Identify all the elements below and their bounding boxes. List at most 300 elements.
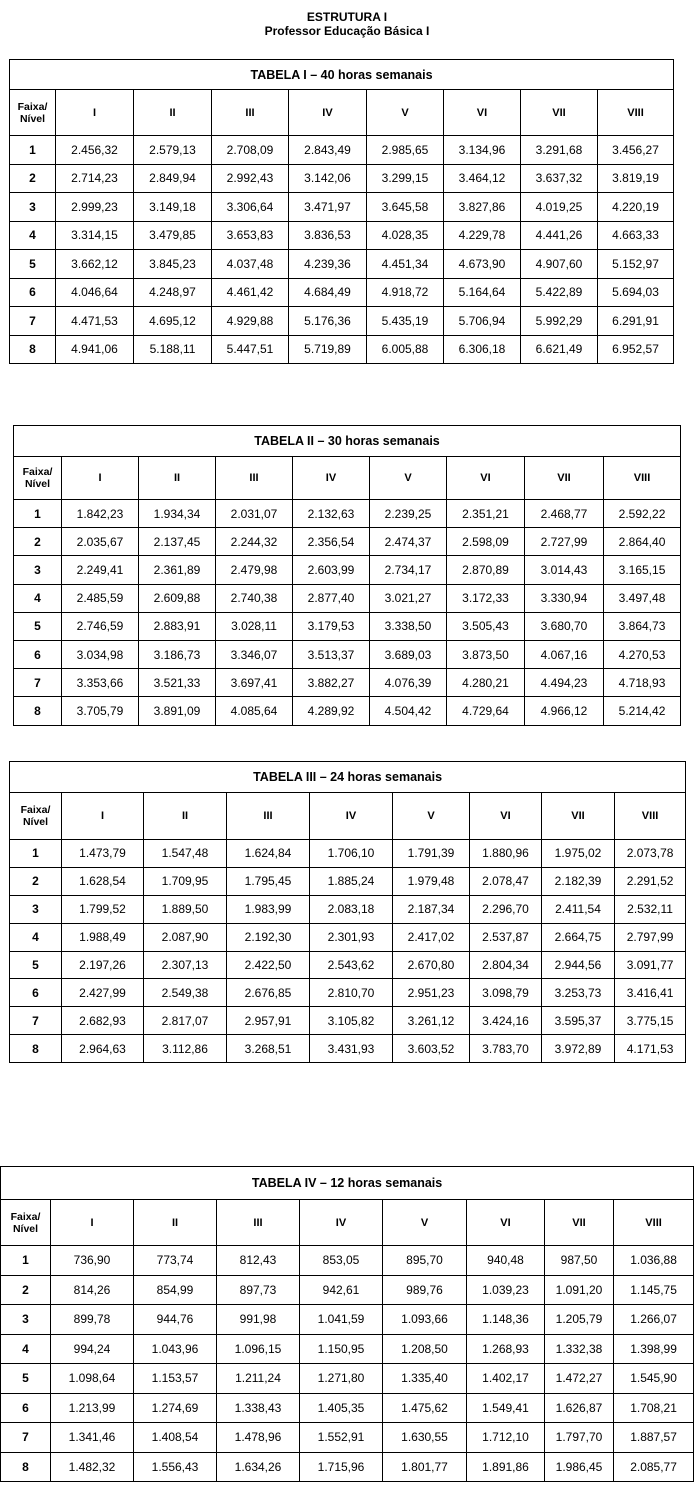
table-cell: 3.845,23 bbox=[134, 250, 212, 279]
table-cell: 3.034,98 bbox=[62, 640, 139, 668]
table-cell: 3.172,33 bbox=[447, 584, 525, 612]
table-cell: 1.715,96 bbox=[300, 1452, 383, 1482]
column-header: III bbox=[217, 1200, 300, 1246]
table-cell: 899,78 bbox=[51, 1305, 134, 1335]
column-header: VII bbox=[525, 457, 604, 500]
table-cell: 1.556,43 bbox=[134, 1452, 217, 1482]
column-header: II bbox=[134, 90, 212, 136]
structure-subtitle: Professor Educação Básica I bbox=[264, 24, 430, 38]
table-cell: 5.706,94 bbox=[444, 307, 521, 336]
table-cell: 2.087,90 bbox=[144, 923, 227, 951]
table-cell: 853,05 bbox=[300, 1246, 383, 1276]
table-cell: 1.478,96 bbox=[217, 1423, 300, 1453]
table-cell: 1.799,52 bbox=[62, 895, 144, 923]
table-cell: 3.783,70 bbox=[470, 1035, 542, 1063]
table-cell: 4.076,39 bbox=[370, 669, 447, 697]
row-level: 2 bbox=[10, 867, 62, 895]
table-cell: 6.952,57 bbox=[598, 335, 674, 364]
table-cell: 1.098,64 bbox=[51, 1364, 134, 1394]
table-cell: 2.944,56 bbox=[542, 951, 615, 979]
table-cell: 3.149,18 bbox=[134, 193, 212, 222]
table-cell: 3.662,12 bbox=[56, 250, 134, 279]
table-cell: 2.549,38 bbox=[144, 979, 227, 1007]
table-cell: 1.041,59 bbox=[300, 1305, 383, 1335]
table-row bbox=[10, 979, 686, 1007]
table-cell: 3.416,41 bbox=[615, 979, 686, 1007]
row-level: 1 bbox=[14, 500, 62, 528]
row-level: 4 bbox=[14, 584, 62, 612]
table-cell: 895,70 bbox=[383, 1246, 467, 1276]
column-header: VIII bbox=[615, 793, 686, 840]
column-header: II bbox=[144, 793, 227, 840]
table-cell: 2.877,40 bbox=[293, 584, 370, 612]
column-header: VII bbox=[545, 1200, 614, 1246]
table-cell: 4.239,36 bbox=[289, 250, 367, 279]
table-cell: 5.214,42 bbox=[604, 697, 681, 725]
table-cell: 854,99 bbox=[134, 1275, 217, 1305]
column-header: VI bbox=[467, 1200, 545, 1246]
table-cell: 814,26 bbox=[51, 1275, 134, 1305]
table-cell: 1.274,69 bbox=[134, 1393, 217, 1423]
table-cell: 1.934,34 bbox=[139, 500, 216, 528]
table-cell: 3.464,12 bbox=[444, 164, 521, 193]
table-cell: 3.091,77 bbox=[615, 951, 686, 979]
column-header: VII bbox=[521, 90, 598, 136]
table-cell: 2.187,34 bbox=[393, 895, 470, 923]
table-cell: 3.836,53 bbox=[289, 221, 367, 250]
table-cell: 2.532,11 bbox=[615, 895, 686, 923]
table-cell: 2.356,54 bbox=[293, 528, 370, 556]
row-level: 7 bbox=[10, 1007, 62, 1035]
table-cell: 1.791,39 bbox=[393, 840, 470, 868]
table-cell: 1.096,15 bbox=[217, 1334, 300, 1364]
salary-table-3 bbox=[9, 761, 686, 1063]
table-cell: 5.719,89 bbox=[289, 335, 367, 364]
row-level: 4 bbox=[1, 1334, 51, 1364]
table-cell: 3.497,48 bbox=[604, 584, 681, 612]
table-cell: 1.335,40 bbox=[383, 1364, 467, 1394]
table-cell: 3.471,97 bbox=[289, 193, 367, 222]
table-cell: 3.645,58 bbox=[367, 193, 444, 222]
table-cell: 1.338,43 bbox=[217, 1393, 300, 1423]
table-row bbox=[1, 1275, 694, 1305]
table-cell: 2.182,39 bbox=[542, 867, 615, 895]
row-level: 8 bbox=[10, 1035, 62, 1063]
table-cell: 5.694,03 bbox=[598, 278, 674, 307]
column-header: VII bbox=[542, 793, 615, 840]
table-cell: 2.192,30 bbox=[227, 923, 310, 951]
table-cell: 3.098,79 bbox=[470, 979, 542, 1007]
column-header: III bbox=[212, 90, 289, 136]
table-cell: 3.431,93 bbox=[310, 1035, 393, 1063]
table-cell: 4.028,35 bbox=[367, 221, 444, 250]
table-cell: 3.479,85 bbox=[134, 221, 212, 250]
table-cell: 3.775,15 bbox=[615, 1007, 686, 1035]
table-cell: 4.494,23 bbox=[525, 669, 604, 697]
table-cell: 1.983,99 bbox=[227, 895, 310, 923]
table-cell: 736,90 bbox=[51, 1246, 134, 1276]
table-cell: 1.341,46 bbox=[51, 1423, 134, 1453]
table-cell: 3.603,52 bbox=[393, 1035, 470, 1063]
table-cell: 3.882,27 bbox=[293, 669, 370, 697]
table-cell: 1.398,99 bbox=[614, 1334, 694, 1364]
table-cell: 4.019,25 bbox=[521, 193, 598, 222]
table-cell: 1.271,80 bbox=[300, 1364, 383, 1394]
table-cell: 3.314,15 bbox=[56, 221, 134, 250]
table-row bbox=[1, 1305, 694, 1335]
row-level: 3 bbox=[14, 556, 62, 584]
table-cell: 2.609,88 bbox=[139, 584, 216, 612]
row-level: 2 bbox=[10, 164, 56, 193]
table-cell: 2.137,45 bbox=[139, 528, 216, 556]
table-row bbox=[1, 1246, 694, 1276]
corner-header: Faixa/ Nível bbox=[1, 1200, 51, 1246]
table-cell: 4.171,53 bbox=[615, 1035, 686, 1063]
table-cell: 3.165,15 bbox=[604, 556, 681, 584]
table-cell: 942,61 bbox=[300, 1275, 383, 1305]
row-level: 5 bbox=[10, 250, 56, 279]
table-cell: 2.985,65 bbox=[367, 136, 444, 165]
row-level: 4 bbox=[10, 221, 56, 250]
table-cell: 2.301,93 bbox=[310, 923, 393, 951]
table-cell: 1.889,50 bbox=[144, 895, 227, 923]
table-cell: 2.427,99 bbox=[62, 979, 144, 1007]
table-cell: 1.891,86 bbox=[467, 1452, 545, 1482]
table-cell: 6.621,49 bbox=[521, 335, 598, 364]
table-cell: 4.504,42 bbox=[370, 697, 447, 725]
column-header: VI bbox=[447, 457, 525, 500]
table-row bbox=[14, 528, 681, 556]
document-header bbox=[0, 10, 694, 38]
table-cell: 1.801,77 bbox=[383, 1452, 467, 1482]
table-title: TABELA III – 24 horas semanais bbox=[10, 762, 686, 793]
table-cell: 1.153,57 bbox=[134, 1364, 217, 1394]
table-cell: 2.474,37 bbox=[370, 528, 447, 556]
table-cell: 3.653,83 bbox=[212, 221, 289, 250]
table-title: TABELA I – 40 horas semanais bbox=[10, 60, 674, 90]
table-cell: 1.634,26 bbox=[217, 1452, 300, 1482]
table-cell: 1.472,27 bbox=[545, 1364, 614, 1394]
table-cell: 2.804,34 bbox=[470, 951, 542, 979]
table-cell: 3.819,19 bbox=[598, 164, 674, 193]
table-cell: 5.422,89 bbox=[521, 278, 598, 307]
table-cell: 3.864,73 bbox=[604, 612, 681, 640]
table-cell: 1.402,17 bbox=[467, 1364, 545, 1394]
table-row bbox=[10, 278, 674, 307]
table-cell: 2.543,62 bbox=[310, 951, 393, 979]
row-level: 5 bbox=[14, 612, 62, 640]
table-cell: 2.411,54 bbox=[542, 895, 615, 923]
table-cell: 1.549,41 bbox=[467, 1393, 545, 1423]
table-cell: 3.680,70 bbox=[525, 612, 604, 640]
table-cell: 1.626,87 bbox=[545, 1393, 614, 1423]
table-cell: 4.929,88 bbox=[212, 307, 289, 336]
table-cell: 3.105,82 bbox=[310, 1007, 393, 1035]
table-cell: 3.299,15 bbox=[367, 164, 444, 193]
table-cell: 4.046,64 bbox=[56, 278, 134, 307]
table-cell: 1.880,96 bbox=[470, 840, 542, 868]
table-cell: 4.289,92 bbox=[293, 697, 370, 725]
table-cell: 1.408,54 bbox=[134, 1423, 217, 1453]
column-header: III bbox=[216, 457, 293, 500]
column-header: V bbox=[383, 1200, 467, 1246]
salary-table-1 bbox=[9, 59, 674, 364]
table-cell: 2.083,18 bbox=[310, 895, 393, 923]
column-header: V bbox=[370, 457, 447, 500]
table-cell: 2.307,13 bbox=[144, 951, 227, 979]
table-cell: 4.085,64 bbox=[216, 697, 293, 725]
table-cell: 2.797,99 bbox=[615, 923, 686, 951]
table-cell: 4.067,16 bbox=[525, 640, 604, 668]
table-row bbox=[10, 164, 674, 193]
table-row bbox=[1, 1452, 694, 1482]
table-cell: 3.268,51 bbox=[227, 1035, 310, 1063]
table-cell: 3.891,09 bbox=[139, 697, 216, 725]
table-cell: 6.291,91 bbox=[598, 307, 674, 336]
table-cell: 2.864,40 bbox=[604, 528, 681, 556]
table-cell: 3.346,07 bbox=[216, 640, 293, 668]
table-cell: 4.270,53 bbox=[604, 640, 681, 668]
table-cell: 897,73 bbox=[217, 1275, 300, 1305]
table-cell: 2.073,78 bbox=[615, 840, 686, 868]
table-cell: 1.885,24 bbox=[310, 867, 393, 895]
table-row bbox=[10, 840, 686, 868]
column-header: VIII bbox=[614, 1200, 694, 1246]
column-header: VIII bbox=[598, 90, 674, 136]
table-cell: 2.682,93 bbox=[62, 1007, 144, 1035]
table-row bbox=[14, 612, 681, 640]
table-cell: 2.999,23 bbox=[56, 193, 134, 222]
table-cell: 1.039,23 bbox=[467, 1275, 545, 1305]
table-cell: 3.456,27 bbox=[598, 136, 674, 165]
table-cell: 2.291,52 bbox=[615, 867, 686, 895]
table-cell: 2.249,41 bbox=[62, 556, 139, 584]
row-level: 1 bbox=[1, 1246, 51, 1276]
table-row bbox=[1, 1423, 694, 1453]
table-cell: 4.673,90 bbox=[444, 250, 521, 279]
table-cell: 2.957,91 bbox=[227, 1007, 310, 1035]
table-cell: 4.966,12 bbox=[525, 697, 604, 725]
table-cell: 3.827,86 bbox=[444, 193, 521, 222]
table-cell: 1.266,07 bbox=[614, 1305, 694, 1335]
row-level: 6 bbox=[14, 640, 62, 668]
table-cell: 2.361,89 bbox=[139, 556, 216, 584]
table-cell: 773,74 bbox=[134, 1246, 217, 1276]
row-level: 1 bbox=[10, 840, 62, 868]
table-cell: 2.035,67 bbox=[62, 528, 139, 556]
table-cell: 987,50 bbox=[545, 1246, 614, 1276]
table-cell: 4.907,60 bbox=[521, 250, 598, 279]
column-header: IV bbox=[289, 90, 367, 136]
table-row bbox=[10, 1007, 686, 1035]
table-cell: 1.708,21 bbox=[614, 1393, 694, 1423]
row-level: 6 bbox=[10, 278, 56, 307]
column-header: I bbox=[51, 1200, 134, 1246]
table-cell: 991,98 bbox=[217, 1305, 300, 1335]
table-cell: 3.637,32 bbox=[521, 164, 598, 193]
table-cell: 4.718,93 bbox=[604, 669, 681, 697]
table-cell: 3.689,03 bbox=[370, 640, 447, 668]
table-cell: 3.505,43 bbox=[447, 612, 525, 640]
table-cell: 812,43 bbox=[217, 1246, 300, 1276]
row-level: 5 bbox=[1, 1364, 51, 1394]
table-cell: 3.972,89 bbox=[542, 1035, 615, 1063]
row-level: 8 bbox=[14, 697, 62, 725]
table-cell: 2.676,85 bbox=[227, 979, 310, 1007]
table-row bbox=[10, 335, 674, 364]
table-cell: 3.521,33 bbox=[139, 669, 216, 697]
table-cell: 2.239,25 bbox=[370, 500, 447, 528]
table-cell: 1.547,48 bbox=[144, 840, 227, 868]
table-cell: 5.176,36 bbox=[289, 307, 367, 336]
column-header: I bbox=[62, 457, 139, 500]
table-cell: 3.028,11 bbox=[216, 612, 293, 640]
table-cell: 2.810,70 bbox=[310, 979, 393, 1007]
table-cell: 2.817,07 bbox=[144, 1007, 227, 1035]
table-cell: 4.729,64 bbox=[447, 697, 525, 725]
table-cell: 3.014,43 bbox=[525, 556, 604, 584]
table-cell: 940,48 bbox=[467, 1246, 545, 1276]
table-cell: 2.964,63 bbox=[62, 1035, 144, 1063]
row-level: 6 bbox=[10, 979, 62, 1007]
table-cell: 4.229,78 bbox=[444, 221, 521, 250]
table-cell: 2.244,32 bbox=[216, 528, 293, 556]
table-cell: 989,76 bbox=[383, 1275, 467, 1305]
table-cell: 3.291,68 bbox=[521, 136, 598, 165]
table-row bbox=[10, 895, 686, 923]
table-cell: 1.975,02 bbox=[542, 840, 615, 868]
table-cell: 3.705,79 bbox=[62, 697, 139, 725]
table-cell: 2.351,21 bbox=[447, 500, 525, 528]
row-level: 2 bbox=[1, 1275, 51, 1305]
table-cell: 1.628,54 bbox=[62, 867, 144, 895]
table-cell: 2.708,09 bbox=[212, 136, 289, 165]
table-cell: 3.134,96 bbox=[444, 136, 521, 165]
row-level: 8 bbox=[10, 335, 56, 364]
table-cell: 1.332,38 bbox=[545, 1334, 614, 1364]
table-cell: 1.887,57 bbox=[614, 1423, 694, 1453]
table-row bbox=[1, 1334, 694, 1364]
table-cell: 2.664,75 bbox=[542, 923, 615, 951]
table-cell: 3.306,64 bbox=[212, 193, 289, 222]
table-cell: 1.036,88 bbox=[614, 1246, 694, 1276]
column-header: III bbox=[227, 793, 310, 840]
table-cell: 2.417,02 bbox=[393, 923, 470, 951]
table-cell: 2.456,32 bbox=[56, 136, 134, 165]
table-cell: 994,24 bbox=[51, 1334, 134, 1364]
table-cell: 3.873,50 bbox=[447, 640, 525, 668]
table-cell: 2.485,59 bbox=[62, 584, 139, 612]
table-cell: 1.473,79 bbox=[62, 840, 144, 868]
table-row bbox=[14, 500, 681, 528]
table-cell: 4.684,49 bbox=[289, 278, 367, 307]
table-row bbox=[1, 1364, 694, 1394]
structure-title: ESTRUTURA I bbox=[306, 10, 388, 24]
table-cell: 1.797,70 bbox=[545, 1423, 614, 1453]
table-cell: 2.992,43 bbox=[212, 164, 289, 193]
table-cell: 1.268,93 bbox=[467, 1334, 545, 1364]
salary-table-2 bbox=[13, 425, 681, 726]
table-cell: 1.795,45 bbox=[227, 867, 310, 895]
table-cell: 5.164,64 bbox=[444, 278, 521, 307]
table-cell: 2.603,99 bbox=[293, 556, 370, 584]
row-level: 7 bbox=[14, 669, 62, 697]
table-cell: 3.179,53 bbox=[293, 612, 370, 640]
column-header: VIII bbox=[604, 457, 681, 500]
table-cell: 2.734,17 bbox=[370, 556, 447, 584]
table-cell: 4.918,72 bbox=[367, 278, 444, 307]
table-cell: 2.296,70 bbox=[470, 895, 542, 923]
table-cell: 3.330,94 bbox=[525, 584, 604, 612]
table-row bbox=[10, 193, 674, 222]
table-cell: 1.482,32 bbox=[51, 1452, 134, 1482]
table-cell: 1.205,79 bbox=[545, 1305, 614, 1335]
column-header: IV bbox=[300, 1200, 383, 1246]
table-cell: 1.986,45 bbox=[545, 1452, 614, 1482]
table-cell: 2.468,77 bbox=[525, 500, 604, 528]
table-row bbox=[10, 1035, 686, 1063]
corner-header: Faixa/ Nível bbox=[10, 90, 56, 136]
table-cell: 1.712,10 bbox=[467, 1423, 545, 1453]
table-cell: 3.353,66 bbox=[62, 669, 139, 697]
table-cell: 2.598,09 bbox=[447, 528, 525, 556]
table-cell: 3.697,41 bbox=[216, 669, 293, 697]
row-level: 4 bbox=[10, 923, 62, 951]
table-cell: 3.021,27 bbox=[370, 584, 447, 612]
table-cell: 3.595,37 bbox=[542, 1007, 615, 1035]
table-cell: 2.579,13 bbox=[134, 136, 212, 165]
table-cell: 2.085,77 bbox=[614, 1452, 694, 1482]
table-cell: 2.951,23 bbox=[393, 979, 470, 1007]
column-header: V bbox=[367, 90, 444, 136]
table-row bbox=[10, 136, 674, 165]
table-cell: 3.513,37 bbox=[293, 640, 370, 668]
table-row bbox=[14, 640, 681, 668]
column-header: IV bbox=[310, 793, 393, 840]
table-title: TABELA II – 30 horas semanais bbox=[14, 426, 681, 457]
row-level: 7 bbox=[1, 1423, 51, 1453]
table-cell: 3.186,73 bbox=[139, 640, 216, 668]
table-cell: 3.338,50 bbox=[370, 612, 447, 640]
table-cell: 2.727,99 bbox=[525, 528, 604, 556]
table-cell: 2.843,49 bbox=[289, 136, 367, 165]
table-cell: 944,76 bbox=[134, 1305, 217, 1335]
row-level: 1 bbox=[10, 136, 56, 165]
table-cell: 4.461,42 bbox=[212, 278, 289, 307]
column-header: II bbox=[139, 457, 216, 500]
table-row bbox=[10, 221, 674, 250]
table-cell: 3.261,12 bbox=[393, 1007, 470, 1035]
table-cell: 2.031,07 bbox=[216, 500, 293, 528]
column-header: IV bbox=[293, 457, 370, 500]
table-cell: 2.849,94 bbox=[134, 164, 212, 193]
table-title: TABELA IV – 12 horas semanais bbox=[1, 1167, 694, 1200]
table-cell: 1.624,84 bbox=[227, 840, 310, 868]
table-cell: 4.941,06 bbox=[56, 335, 134, 364]
table-row bbox=[14, 669, 681, 697]
table-cell: 2.078,47 bbox=[470, 867, 542, 895]
table-cell: 2.197,26 bbox=[62, 951, 144, 979]
table-cell: 1.043,96 bbox=[134, 1334, 217, 1364]
table-cell: 4.037,48 bbox=[212, 250, 289, 279]
table-cell: 2.883,91 bbox=[139, 612, 216, 640]
row-level: 3 bbox=[10, 193, 56, 222]
table-cell: 1.150,95 bbox=[300, 1334, 383, 1364]
corner-header: Faixa/ Nível bbox=[10, 793, 62, 840]
table-cell: 4.280,21 bbox=[447, 669, 525, 697]
table-cell: 1.213,99 bbox=[51, 1393, 134, 1423]
table-cell: 4.451,34 bbox=[367, 250, 444, 279]
